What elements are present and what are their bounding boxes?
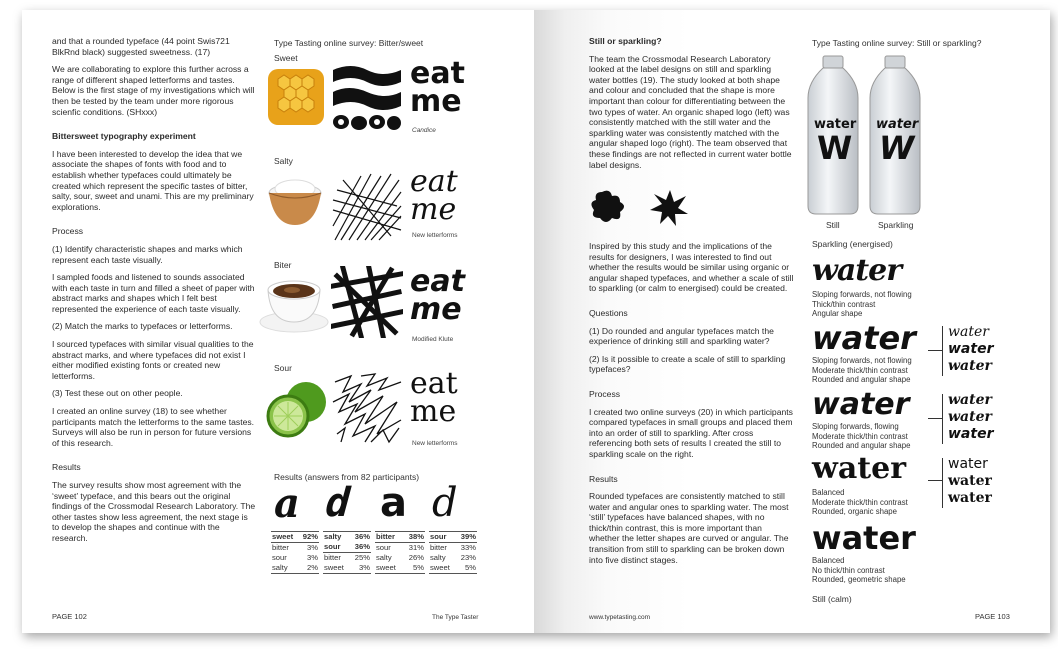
percent-cell: 38% (408, 532, 424, 541)
results-title: Results (answers from 82 participants) (274, 472, 420, 482)
glyph-sour: d (432, 480, 458, 526)
sparkling-bottle-w: W (879, 129, 915, 167)
taste-label-bitter: Biter (274, 260, 292, 270)
taste-cell: bitter (272, 543, 289, 552)
percent-cell: 3% (307, 543, 318, 552)
desc-line: Balanced (812, 488, 845, 497)
taste-cell: bitter (430, 543, 447, 552)
desc-line: Angular shape (812, 309, 863, 319)
book-spread (22, 10, 1050, 633)
font-caption: Modified Klute (412, 336, 454, 343)
glyph-sweet: a (274, 480, 300, 527)
bracket-connector (928, 480, 942, 481)
section-heading: Process (52, 226, 84, 237)
percent-cell: 39% (460, 532, 476, 541)
taste-cell: salty (376, 553, 392, 562)
result-table-bitter (375, 531, 425, 574)
desc-line: Thick/thin contrast (812, 299, 876, 309)
alt-word: water (948, 456, 988, 472)
honeycomb-image (266, 65, 326, 129)
body-paragraph: I have been interested to develop the idea that we associate the shapes of fonts with food and to establish whether typefaces could ultimately be created which represent the specific tastes of bitter, salty, sour, sweet and unami. This are my preliminary explorations. (52, 148, 254, 212)
percent-cell: 3% (359, 563, 370, 572)
table-row (429, 553, 477, 563)
question: (1) Do rounded and angular typefaces match the experience of drinking still and sparkling water? (589, 325, 774, 347)
results-paragraph: The survey results show most agreement with the ‘sweet’ typeface, and this bears out the original findings of the Crossmodal Research Laboratory. The other tastes show less agreement, the next stage is to develop the shapes and continue with the research. (52, 480, 256, 543)
left-text-column (52, 36, 257, 551)
stage-word: water (812, 319, 916, 357)
table-row (323, 542, 371, 553)
bracket-connector (928, 350, 942, 351)
stage-description (812, 356, 912, 385)
still-bottle-label: water (814, 117, 857, 132)
intro-paragraph: We are collaborating to explore this further across a range of different shaped letterforms and tastes. Below is the first stage of my investigations which will then be tested by the team under more rigorous scienfic conditions. (SHxxx) (52, 64, 255, 117)
percent-cell: 92% (302, 532, 318, 541)
results-paragraph: Rounded typefaces are consistently matched to still water and angular ones to sparkling water. The most ‘still’ typefaces have balanced shapes, with no thick/thin contrast, this is more important than whether the letter shapes are curved or angular. The transition from still to sparkling can be broken down into five distinct stages. (589, 491, 789, 565)
stage-description (812, 290, 912, 319)
section-heading: Results (52, 462, 81, 473)
taste-cell: salty (324, 532, 342, 541)
coffee-cup-image (258, 276, 330, 336)
bracket (942, 458, 943, 508)
process-step: (2) Match the marks to typefaces or letterforms. (52, 321, 233, 332)
desc-line: Rounded and angular shape (812, 375, 911, 385)
desc-line: Rounded, geometric shape (812, 575, 906, 585)
bracket-connector (928, 418, 942, 419)
page-number: PAGE 102 (52, 612, 87, 621)
bracket (942, 394, 943, 444)
taste-cell: sweet (324, 563, 344, 572)
sweet-marks-image (331, 62, 403, 134)
sour-marks-image (331, 372, 403, 444)
me-word: me (410, 292, 462, 327)
stage-description (812, 488, 908, 517)
bracket (942, 326, 943, 376)
section-heading: Bittersweet typography experiment (52, 131, 196, 142)
stage-word: water (812, 387, 910, 422)
angular-logo-icon (650, 190, 688, 226)
percent-cell: 26% (408, 553, 424, 562)
taste-cell: bitter (376, 532, 395, 541)
table-row (429, 532, 477, 543)
body-paragraph: Inspired by this study and the implications of the results for designers, I was interested to find out whether the results would be similar using organic or angular shaped typefaces, and whether a scale of still to sparkling (or calm to energised) could be created. (589, 241, 794, 294)
table-row (375, 563, 425, 574)
section-heading: Questions (589, 307, 628, 318)
glyph-bitter: a (380, 480, 407, 526)
salt-bowl-image (264, 175, 326, 230)
table-row (271, 532, 319, 543)
stage-description (812, 556, 906, 585)
right-text-column-2 (589, 241, 794, 572)
taste-cell: sour (272, 553, 287, 562)
eat-me-bitter (410, 264, 465, 327)
still-bottle-w: W (817, 129, 853, 167)
taste-label-sour: Sour (274, 363, 292, 373)
desc-line: Sloping forwards, not flowing (812, 290, 912, 299)
table-row (271, 563, 319, 574)
eat-word: eat (410, 164, 458, 199)
desc-line: Rounded, organic shape (812, 507, 897, 517)
alt-word: water (948, 341, 994, 357)
result-table-sour (429, 531, 477, 574)
desc-line: Sloping forwards, flowing (812, 422, 899, 431)
table-row (375, 532, 425, 543)
table-row (271, 543, 319, 554)
footer-url: www.typetasting.com (589, 614, 651, 621)
sparkling-caption: Sparkling (878, 220, 914, 230)
right-text-column (589, 36, 794, 177)
scale-bottom-label: Still (calm) (812, 594, 852, 604)
desc-line: Balanced (812, 556, 845, 565)
taste-cell: salty (430, 553, 446, 562)
alt-word: water (948, 409, 992, 425)
table-row (271, 553, 319, 563)
alt-word: water (948, 324, 989, 340)
table-row (323, 532, 371, 543)
percent-cell: 31% (408, 543, 424, 552)
font-caption: New letterforms (412, 232, 458, 239)
taste-cell: sweet (376, 563, 396, 572)
desc-line: Moderate thick/thin contrast (812, 431, 908, 441)
stage-word: water (812, 451, 907, 486)
eat-word: eat (410, 264, 465, 299)
survey-title: Type Tasting online survey: Still or sparkling? (812, 38, 982, 48)
alt-word: water (948, 392, 992, 408)
taste-cell: sweet (272, 532, 294, 541)
desc-line: Rounded and angular shape (812, 441, 911, 451)
taste-cell: bitter (324, 553, 341, 562)
process-step: (3) Test these out on other people. (52, 388, 183, 399)
percent-cell: 33% (460, 543, 476, 552)
stage-word: water (812, 519, 916, 557)
table-row (429, 543, 477, 554)
percent-cell: 23% (460, 553, 476, 562)
left-page (22, 10, 534, 633)
section-heading: Process (589, 388, 621, 399)
percent-cell: 3% (307, 553, 318, 562)
organic-logo-icon (591, 191, 624, 222)
alt-word: water (948, 358, 992, 374)
taste-cell: sour (376, 543, 391, 552)
eat-word: eat (410, 56, 465, 91)
salty-marks-image (331, 170, 403, 242)
taste-label-sweet: Sweet (274, 53, 298, 63)
alt-word: water (948, 473, 992, 489)
percent-cell: 5% (465, 563, 476, 572)
desc-line: No thick/thin contrast (812, 565, 885, 575)
me-word: me (410, 84, 462, 119)
eat-me-sour (410, 366, 458, 429)
alt-word: water (948, 426, 994, 442)
organic-and-angular-logos (588, 188, 688, 228)
taste-cell: sour (430, 532, 447, 541)
still-caption: Still (826, 220, 840, 230)
process-paragraph: I created two online surveys (20) in which participants compared typefaces in small groups and placed them into an order of still to sparkling. After cross referencing both sets of results I created the still to sparkling scale on the right. (589, 406, 793, 459)
result-table-sweet (271, 531, 319, 574)
right-page (534, 10, 1050, 633)
table-row (375, 543, 425, 554)
table-row (323, 563, 371, 574)
bitter-marks-image (331, 266, 403, 338)
process-step: (1) Identify characteristic shapes and marks which represent each taste visually. (52, 243, 243, 265)
scale-top-label: Sparkling (energised) (812, 239, 893, 249)
percent-cell: 2% (307, 563, 318, 572)
section-heading: Still or sparkling? (589, 36, 662, 46)
desc-line: Moderate thick/thin contrast (812, 365, 908, 375)
font-caption: Candice (412, 127, 436, 134)
table-row (323, 553, 371, 564)
percent-cell: 36% (354, 532, 370, 541)
question: (2) Is it possible to create a scale of still to sparkling typefaces? (589, 353, 786, 375)
sparkling-bottle-label: water (876, 117, 919, 132)
alt-word: water (948, 490, 992, 506)
glyph-salty: d (319, 480, 357, 526)
taste-label-salty: Salty (274, 156, 293, 166)
result-table-salty (323, 531, 371, 574)
process-step: I created an online survey (18) to see whether participants match the letterforms to the same tastes. Surveys will also be run in person for future versions of this research. (52, 406, 255, 448)
eat-me-salty (410, 164, 458, 227)
process-step: I sourced typefaces with similar visual qualities to the abstract marks, and where typefaces did not exist I either modified existing fonts or created new letterforms. (52, 339, 254, 381)
percent-cell: 36% (354, 542, 370, 551)
font-caption: New letterforms (412, 440, 458, 447)
me-word: me (410, 394, 457, 429)
me-word: me (410, 192, 457, 227)
section-heading: Results (589, 473, 618, 484)
survey-title: Type Tasting online survey: Bitter/sweet (274, 38, 424, 48)
intro-paragraph: and that a rounded typeface (44 point Swis721 BlkRnd black) suggested sweetness. (17) (52, 36, 230, 57)
taste-cell: sweet (430, 563, 450, 572)
desc-line: Moderate thick/thin contrast (812, 497, 908, 507)
process-step: I sampled foods and listened to sounds associated with each taste in turn and filled a sheet of paper with abstract marks and shapes which I felt best represented the experience of each taste visually. (52, 272, 255, 314)
percent-cell: 5% (413, 563, 424, 572)
eat-word: eat (410, 366, 458, 401)
percent-cell: 25% (354, 553, 370, 562)
footer-title: The Type Taster (432, 614, 479, 621)
body-paragraph: The team the Crossmodal Research Laboratory looked at the label designs on still and sparkling water bottles (19). The study looked at both shape and colour and concluded that the shape is more important than colour for differentiating between the two types of water. An organic shaped logo (left) was consistently matched with the still water and the sparkling water was consistently matched with the angular shaped logo (right). The team observed that these findings are not reflected in current water bottle label designs. (589, 53, 792, 170)
taste-cell: salty (272, 563, 288, 572)
taste-cell: sour (324, 542, 341, 551)
stage-description (812, 422, 910, 451)
limes-image (262, 378, 328, 438)
table-row (375, 553, 425, 563)
eat-me-sweet (410, 56, 465, 119)
stage-word: water (812, 253, 902, 288)
page-number: PAGE 103 (975, 612, 1010, 621)
desc-line: Sloping forwards, not flowing (812, 356, 912, 365)
table-row (429, 563, 477, 574)
